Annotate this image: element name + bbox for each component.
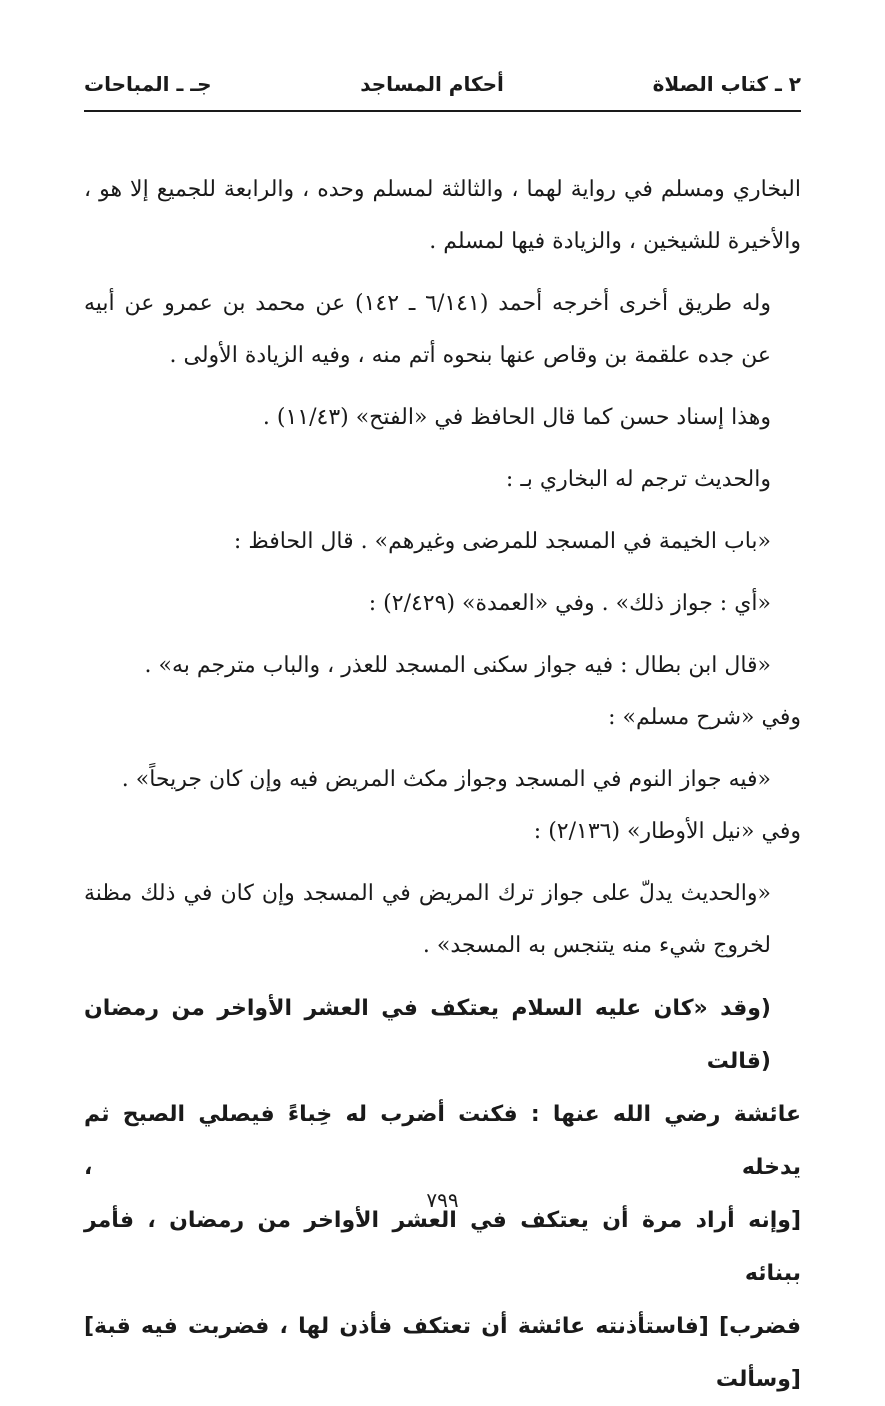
paragraph: «فيه جواز النوم في المسجد وجواز مكث المريض فيه وإن كان جريحاً» . — [121, 767, 771, 792]
hadith-line: [وإنه أراد مرة أن يعتكف في العشر الأواخر من رمضان ، فأمر ببنائه — [84, 1208, 801, 1286]
paragraph: «والحديث يدلّ على جواز ترك المريض في المسجد وإن كان في ذلك مظنة لخروج شيء منه يتنجس به المسجد» . — [84, 881, 771, 958]
paragraph: وفي «شرح مسلم» : — [608, 705, 801, 730]
body-text — [84, 164, 801, 1406]
paragraph: والحديث ترجم له البخاري بـ : — [505, 467, 771, 492]
header-section: جـ ـ المباحات — [84, 72, 212, 96]
paragraph: «باب الخيمة في المسجد للمرضى وغيرهم» . قال الحافظ : — [233, 529, 771, 554]
paragraph: «قال ابن بطال : فيه جواز سكنى المسجد للعذر ، والباب مترجم به» . — [144, 653, 771, 678]
paragraph: وفي «نيل الأوطار» (٢/١٣٦) : — [533, 819, 801, 844]
running-header — [84, 68, 801, 100]
paragraph: البخاري ومسلم في رواية لهما ، والثالثة لمسلم وحده ، والرابعة للجميع إلا هو ، والأخيرة للشيخين ، والزيادة فيها لمسلم . — [84, 177, 801, 254]
header-rule — [84, 110, 801, 112]
hadith-line: عائشة رضي الله عنها : فكنت أضرب له خِباءً فيصلي الصبح ثم يدخله ، — [84, 1102, 801, 1180]
paragraph: «أي : جواز ذلك» . وفي «العمدة» (٢/٤٢٩) : — [368, 591, 771, 616]
header-title: أحكام المساجد — [360, 72, 504, 96]
paragraph: وهذا إسناد حسن كما قال الحافظ في «الفتح» (١١/٤٣) . — [262, 405, 771, 430]
hadith-line: (وقد «كان عليه السلام يعتكف في العشر الأواخر من رمضان (قالت — [84, 996, 771, 1074]
page-number: ٧٩٩ — [426, 1188, 459, 1212]
header-chapter: ٢ ـ كتاب الصلاة — [652, 72, 801, 96]
paragraph: وله طريق أخرى أخرجه أحمد (٦/١٤١ ـ ١٤٢) عن محمد بن عمرو عن أبيه عن جده علقمة بن وقاص عنها بنحوه أتم منه ، وفيه الزيادة الأولى . — [84, 291, 771, 368]
hadith-line: فضرب] [فاستأذنته عائشة أن تعتكف فأذن لها ، فضربت فيه قبة] [وسألت — [84, 1314, 801, 1392]
